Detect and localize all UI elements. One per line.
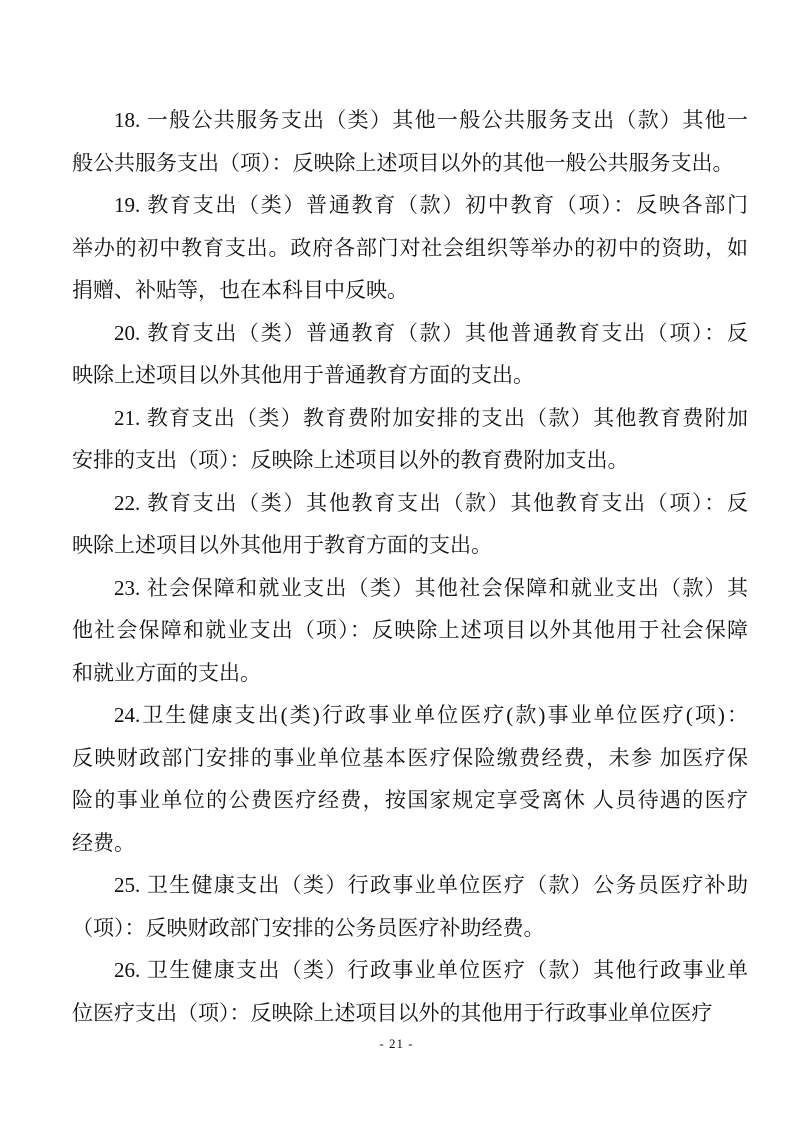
page-number: - 21 - [379,1036,414,1051]
paragraph-25 [72,864,748,949]
text-line: 和就业方面的支出。 [72,660,261,685]
text-line: 18. 一般公共服务支出（类）其他一般公共服务支出（款）其他一 [114,108,748,132]
text-line: 25. 卫生健康支出（类）行政事业单位医疗（款）公务员医疗补助 [114,873,748,897]
text-line: 21. 教育支出（类）教育费附加安排的支出（款）其他教育费附加 [114,405,748,430]
text-line: 位医疗支出（项）：反映除上述项目以外的其他用于行政事业单位医疗 [72,1000,713,1025]
text-line: 26. 卫生健康支出（类）行政事业单位医疗（款）其他行政事业单 [114,958,748,982]
paragraph-21 [72,397,748,482]
text-line: 捐赠、补贴等，也在本科目中反映。 [72,278,408,302]
text-line: 19. 教育支出（类）普通教育（款）初中教育（项）：反映各部门 [114,193,748,217]
paragraph-18 [72,99,748,184]
text-line: 23. 社会保障和就业支出（类）其他社会保障和就业支出（款）其 [114,575,748,600]
text-line: 般公共服务支出（项）：反映除上述项目以外的其他一般公共服务支出。 [72,150,734,175]
document-body [72,99,748,1034]
paragraph-23 [72,567,748,695]
text-line: （项）：反映财政部门安排的公务员医疗补助经费。 [72,915,545,940]
paragraph-19 [72,184,748,312]
paragraph-22 [72,482,748,567]
text-line: 安排的支出（项）：反映除上述项目以外的教育费附加支出。 [72,448,629,472]
paragraph-20 [72,312,748,397]
text-line: 反映财政部门安排的事业单位基本医疗保险缴费经费，未参 加医疗保 [72,745,748,770]
text-line: 22. 教育支出（类）其他教育支出（款）其他教育支出（项）：反 [114,490,748,515]
text-line: 举办的初中教育支出。政府各部门对社会组织等举办的初中的资助，如 [72,235,748,260]
text-line: 20. 教育支出（类）普通教育（款）其他普通教育支出（项）：反 [114,320,748,345]
text-line: 映除上述项目以外其他用于教育方面的支出。 [72,533,492,557]
text-line: 经费。 [72,830,135,855]
text-line: 险的事业单位的公费医疗经费，按国家规定享受离休 人员待遇的医疗 [72,788,748,812]
text-line: 映除上述项目以外其他用于普通教育方面的支出。 [72,363,534,387]
text-line: 24.卫生健康支出(类)行政事业单位医疗(款)事业单位医疗(项)： [114,703,748,727]
text-line: 他社会保障和就业支出（项）：反映除上述项目以外其他用于社会保障 [72,618,748,642]
paragraph-26 [72,949,748,1034]
paragraph-24 [72,694,748,864]
